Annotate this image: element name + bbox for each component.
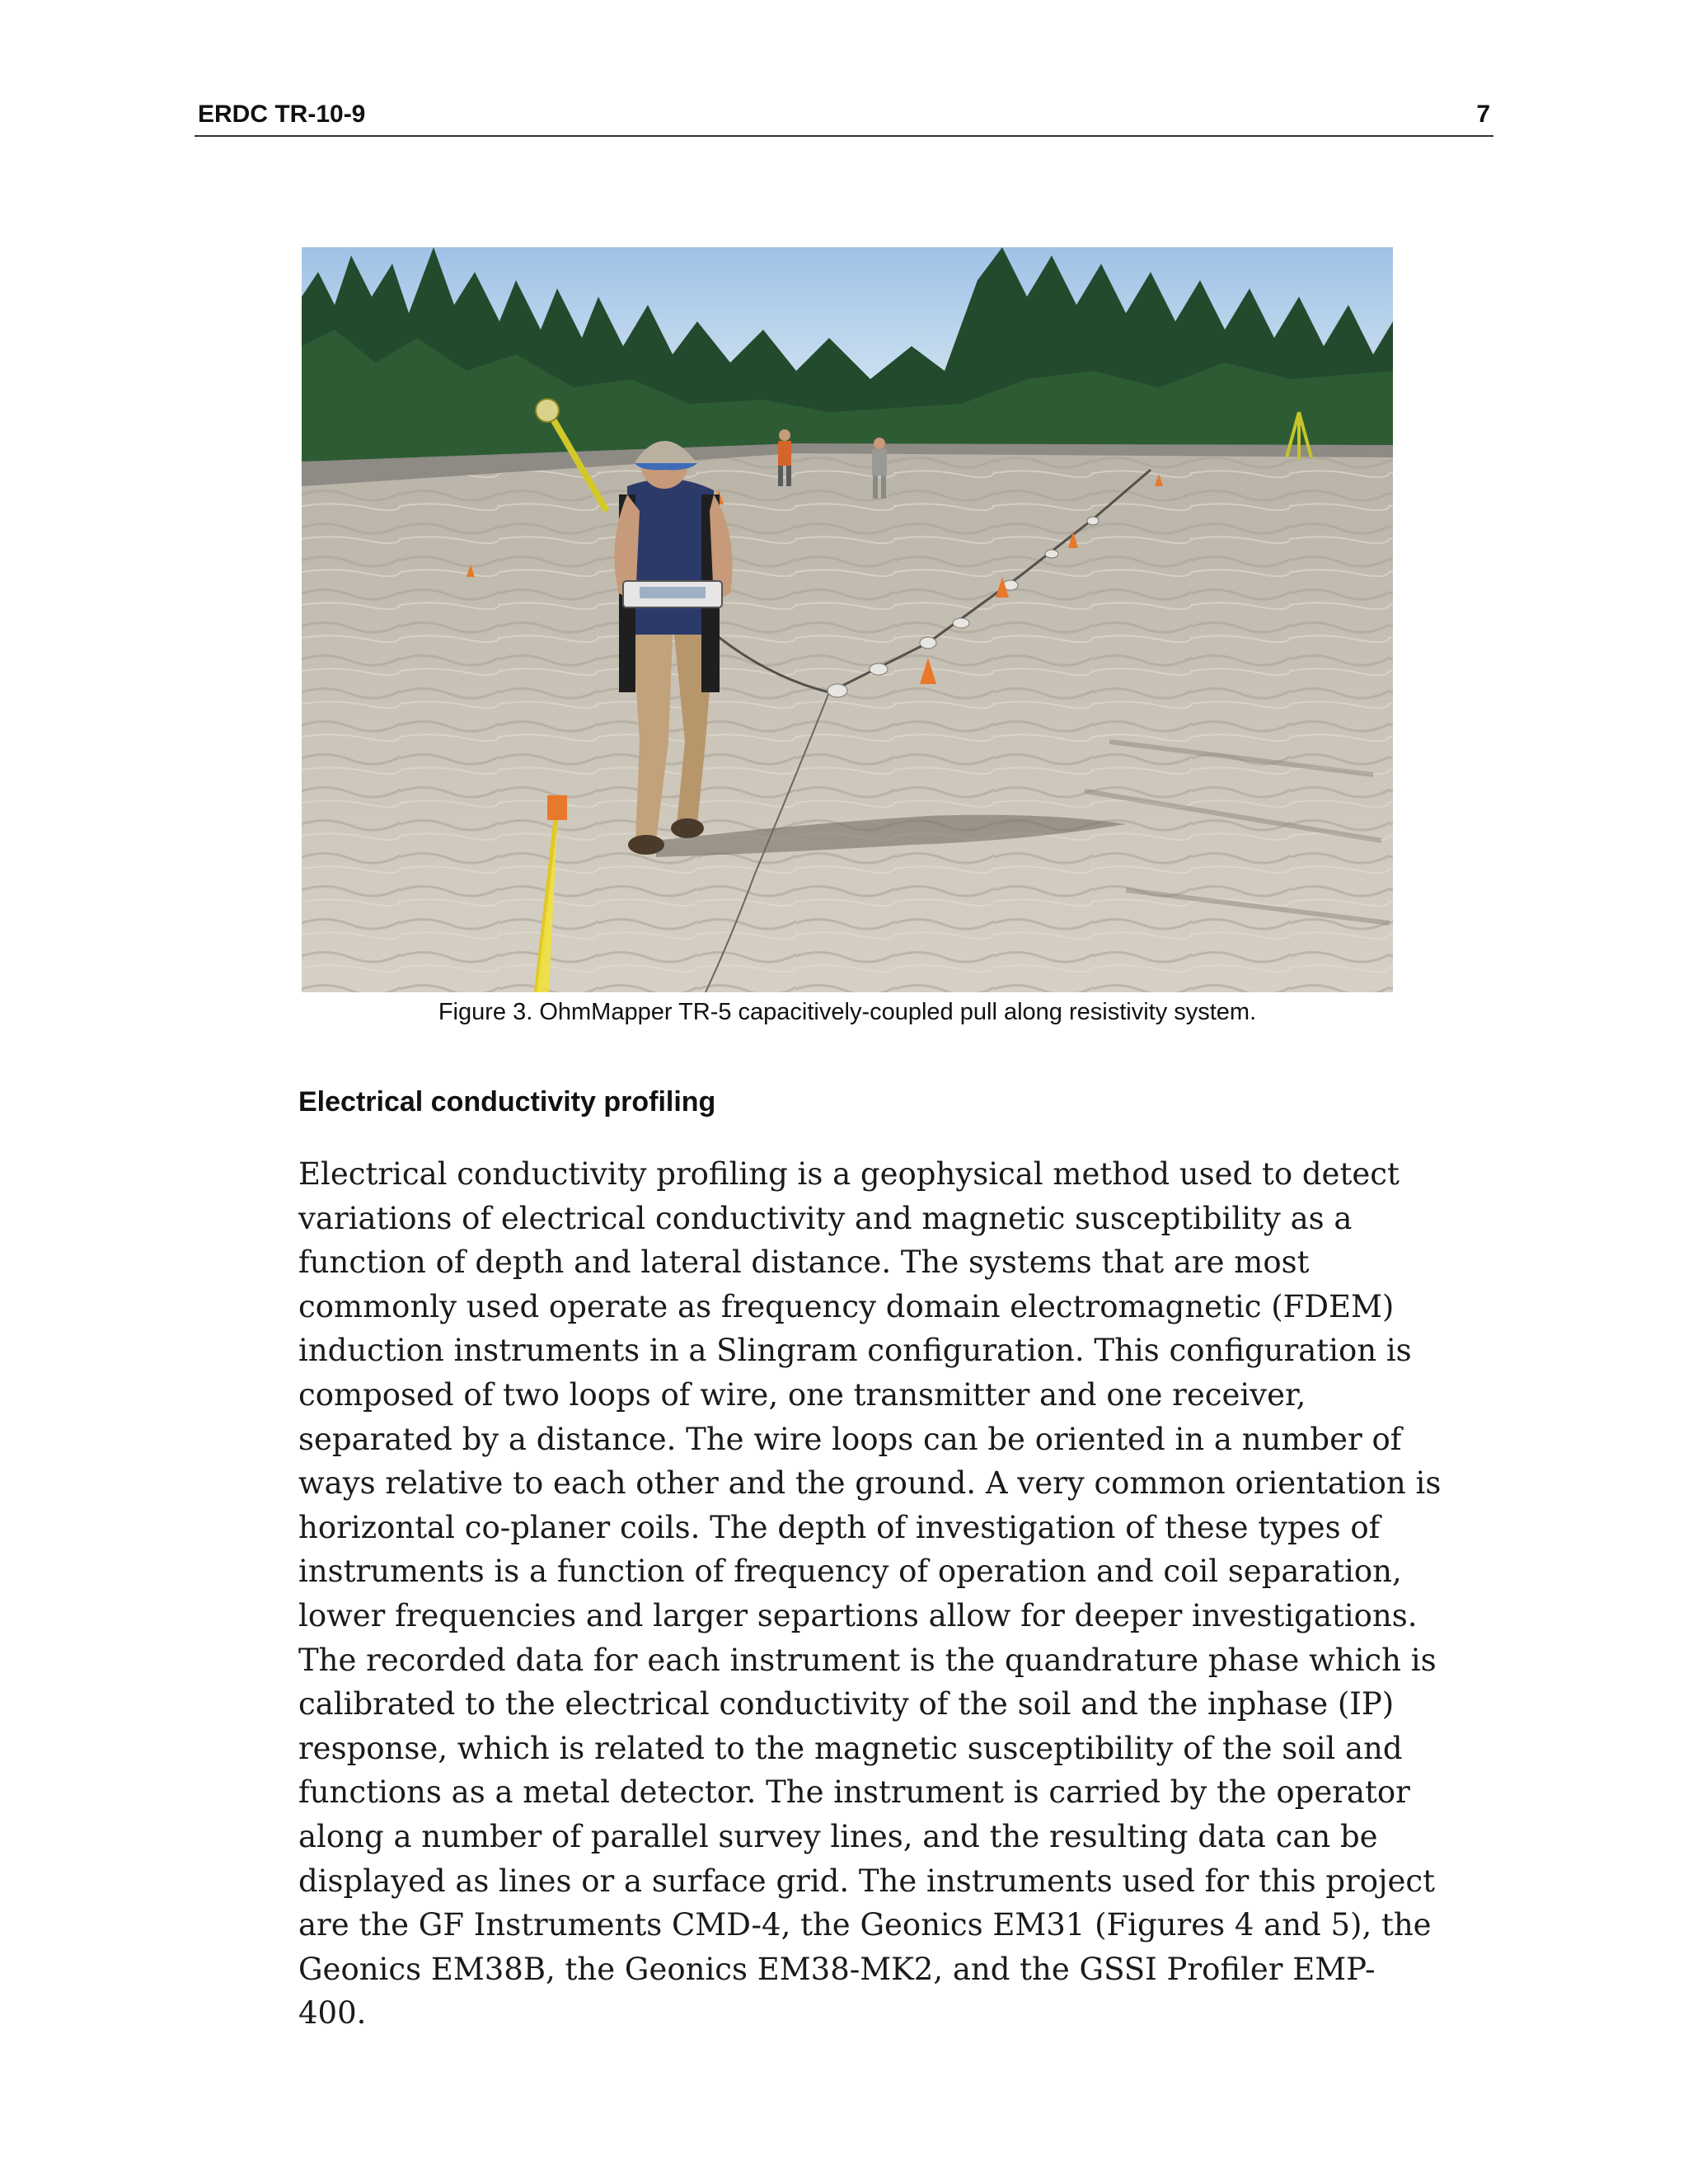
paragraph-line: horizontal co-planer coils. The depth of investigation of these types of xyxy=(298,1509,1381,1545)
paragraph-line: instruments is a function of frequency of operation and coil separation, xyxy=(298,1554,1402,1590)
paragraph-line: ways relative to each other and the ground. A very common orientation is xyxy=(298,1465,1442,1502)
paragraph-line: along a number of parallel survey lines, and the resulting data can be xyxy=(298,1818,1378,1854)
section-heading: Electrical conductivity profiling xyxy=(298,1086,716,1118)
paragraph-line: displayed as lines or a surface grid. The instruments used for this project xyxy=(298,1863,1435,1899)
paragraph-line: The recorded data for each instrument is the quandrature phase which is xyxy=(298,1642,1437,1678)
field-survey-photo xyxy=(302,247,1393,992)
paragraph-line: Geonics EM38B, the Geonics EM38-MK2, and the GSSI Profiler EMP- xyxy=(298,1951,1376,1987)
paragraph-line: Electrical conductivity profiling is a geophysical method used to detect xyxy=(298,1156,1400,1192)
report-number: ERDC TR-10-9 xyxy=(198,101,366,128)
paragraph-line: functions as a metal detector. The instrument is carried by the operator xyxy=(298,1774,1410,1811)
paragraph-line: commonly used operate as frequency domain electromagnetic (FDEM) xyxy=(298,1288,1395,1324)
page-number: 7 xyxy=(1476,101,1490,128)
paragraph-line: variations of electrical conductivity and magnetic susceptibility as a xyxy=(298,1200,1353,1236)
body-paragraph xyxy=(298,1152,1442,2036)
paragraph-line: response, which is related to the magnetic susceptibility of the soil and xyxy=(298,1730,1403,1766)
paragraph-line: separated by a distance. The wire loops can be oriented in a number of xyxy=(298,1421,1402,1457)
paragraph-line: calibrated to the electrical conductivity of the soil and the inphase (IP) xyxy=(298,1686,1395,1722)
paragraph-line: function of depth and lateral distance. The systems that are most xyxy=(298,1244,1310,1281)
paragraph-line: 400. xyxy=(298,1995,367,2032)
paragraph-line: are the GF Instruments CMD-4, the Geonics EM31 (Figures 4 and 5), the xyxy=(298,1907,1432,1943)
figure-photo xyxy=(302,247,1393,992)
figure-caption: Figure 3. OhmMapper TR-5 capacitively-coupled pull along resistivity system. xyxy=(438,999,1257,1025)
paragraph-line: composed of two loops of wire, one transmitter and one receiver, xyxy=(298,1376,1306,1413)
page-header xyxy=(195,99,1493,137)
paragraph-line: lower frequencies and larger separtions allow for deeper investigations. xyxy=(298,1597,1418,1633)
paragraph-line: induction instruments in a Slingram configuration. This configuration is xyxy=(298,1333,1412,1369)
